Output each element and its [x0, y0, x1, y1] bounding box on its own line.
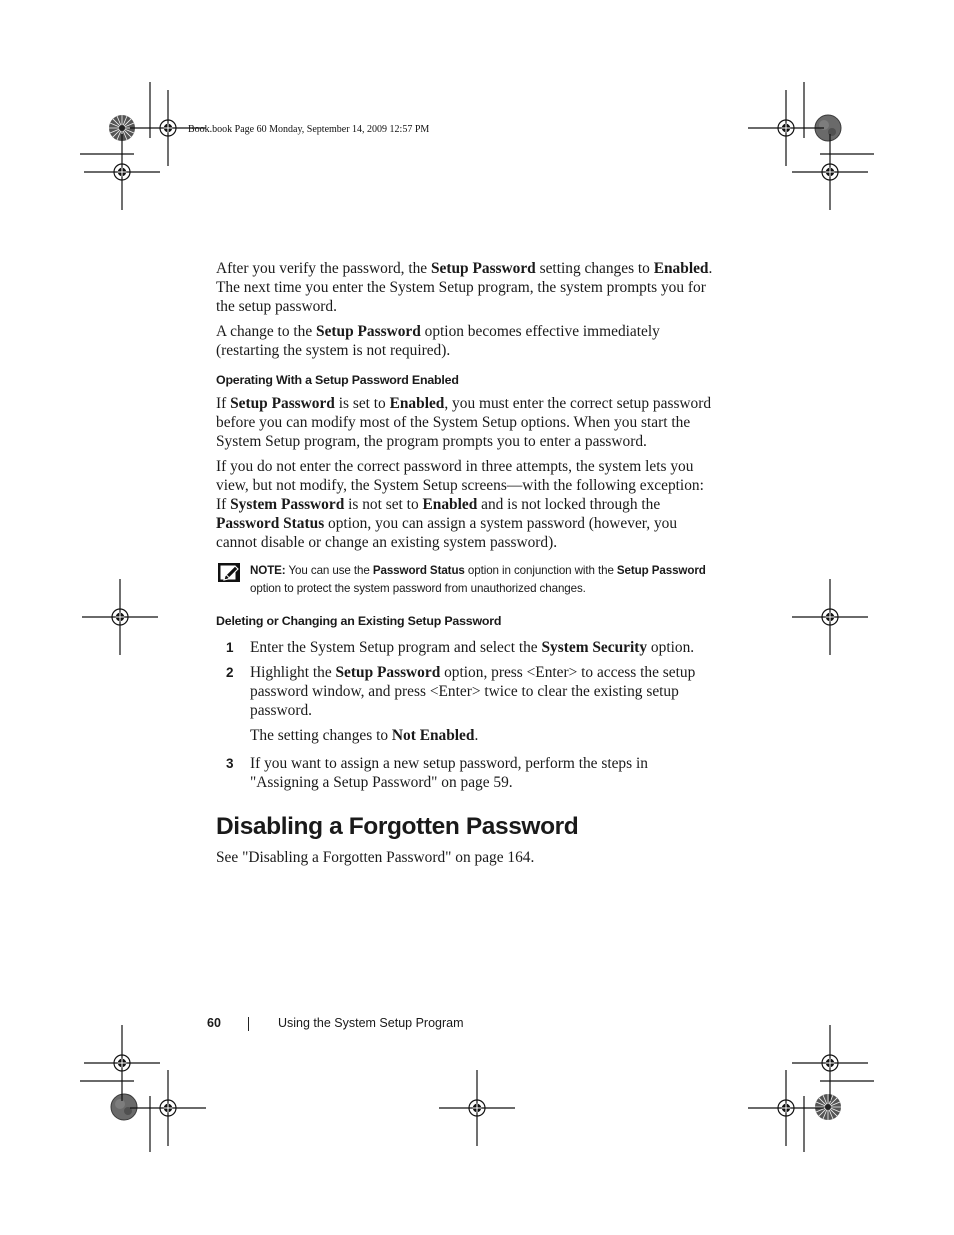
page-content	[216, 259, 716, 873]
step-number: 3	[226, 756, 234, 771]
paragraph-verify: After you verify the password, the Setup Password setting changes to Enabled. The next time you enter the System Setup program, the system prompts you for the setup password.	[216, 260, 713, 315]
paragraph-three-attempts: If you do not enter the correct password in three attempts, the system lets you view, but not modify, the System Setup screens—with the following exception: If System Password is not set to Enabled and is not locked through the Password Status option, you can assign a system password (however, you cannot disable or change an existing system password).	[216, 458, 704, 551]
pencil-note-icon	[218, 563, 240, 582]
note-box	[216, 562, 716, 597]
step-3: 3 If you want to assign a new setup password, perform the steps in "Assigning a Setup Password" on page 59.	[226, 755, 648, 791]
step-1: 1 Enter the System Setup program and select the System Security option.	[226, 639, 695, 656]
footer-divider	[248, 1017, 249, 1031]
step-number: 1	[226, 640, 234, 655]
registration-star-bottom-right	[815, 1094, 841, 1120]
heading-deleting: Deleting or Changing an Existing Setup Password	[216, 614, 502, 628]
footer-chapter-title: Using the System Setup Program	[278, 1016, 464, 1030]
paragraph-change-effective: A change to the Setup Password option becomes effective immediately (restarting the system is not required).	[216, 323, 660, 359]
print-slug: Book.book Page 60 Monday, September 14, 2009 12:57 PM	[188, 124, 430, 135]
step-2: 2 Highlight the Setup Password option, press <Enter> to access the setup password window, and press <Enter> twice to clear the existing setup password.	[226, 664, 696, 719]
heading-operating: Operating With a Setup Password Enabled	[216, 373, 459, 387]
heading-disabling: Disabling a Forgotten Password	[216, 813, 579, 840]
registration-gray-bottom-left	[111, 1094, 137, 1120]
note-text: NOTE: You can use the Password Status option in conjunction with the Setup Password option to protect the system password from unauthorized changes.	[250, 564, 706, 595]
paragraph-see-reference: See "Disabling a Forgotten Password" on page 164.	[216, 849, 535, 866]
step-2-result: The setting changes to Not Enabled.	[250, 727, 479, 744]
page-number: 60	[207, 1016, 221, 1030]
step-number: 2	[226, 665, 234, 680]
paragraph-if-enabled: If Setup Password is set to Enabled, you must enter the correct setup password before you can modify most of the System Setup options. When you start the System Setup program, the program prompts you to enter a password.	[216, 395, 712, 450]
